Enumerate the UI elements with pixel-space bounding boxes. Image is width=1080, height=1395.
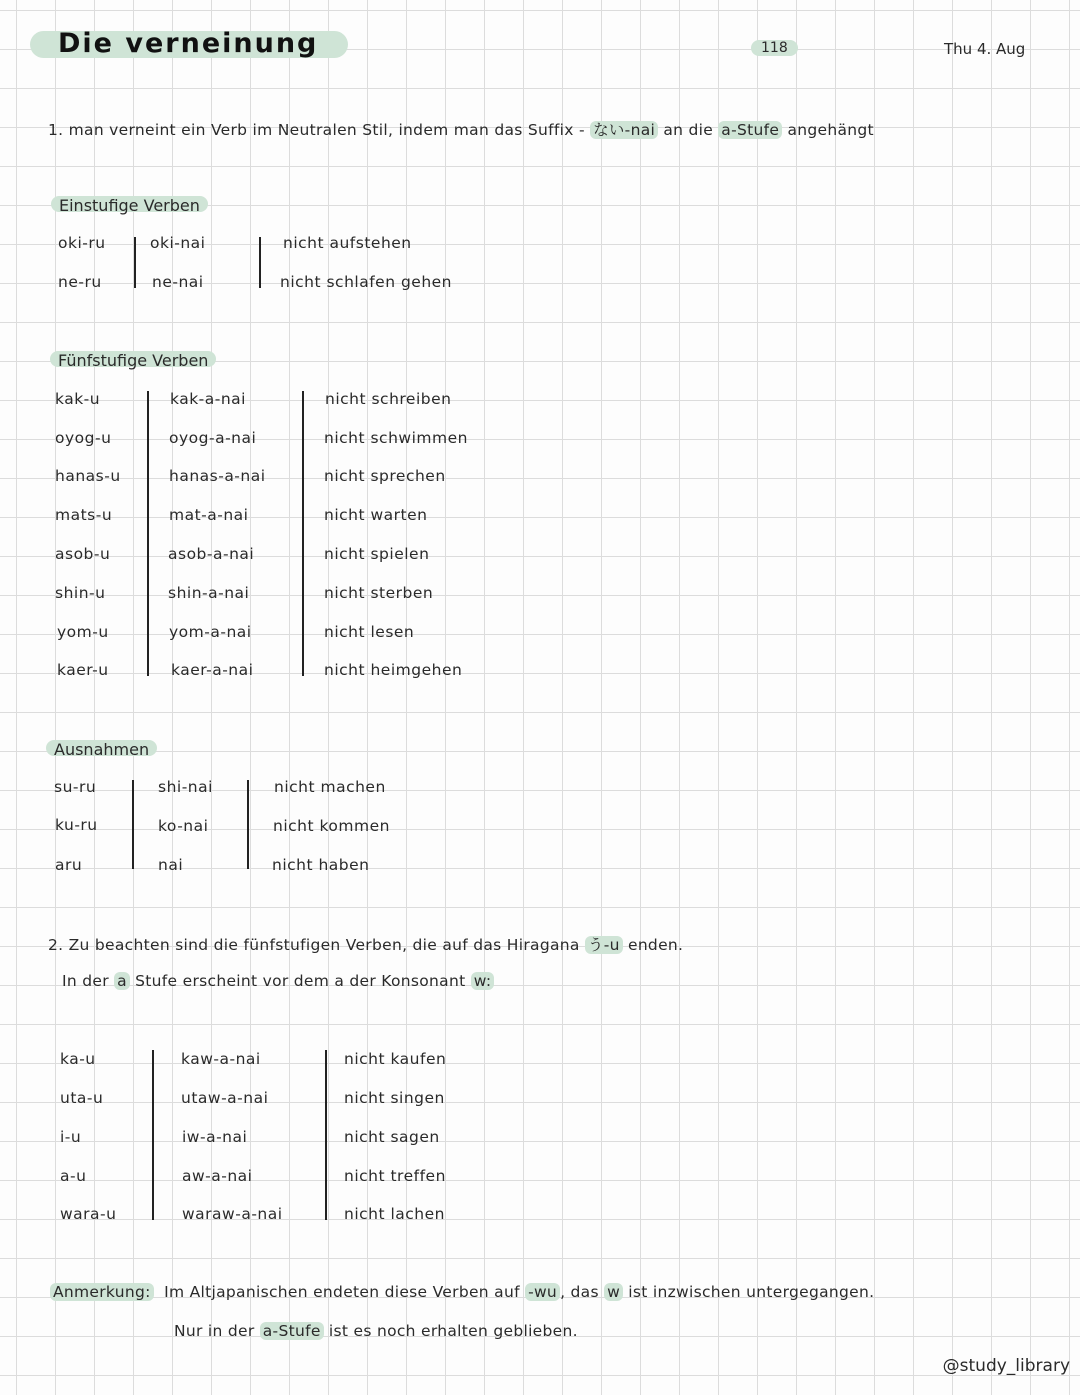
fuenfstufig-meaning: nicht heimgehen [324,661,463,679]
note-text: Im Altjapanischen endeten diese Verben auf [164,1283,526,1301]
einstufig-neg: oki-nai [150,234,206,252]
note-label: Anmerkung: [50,1283,154,1301]
fuenfstufig-neg: asob-a-nai [168,545,255,563]
a-stufe-highlight: a [114,972,130,990]
ausnahmen-base: ku-ru [55,816,98,834]
rule-1-text: an die [658,121,719,139]
w-verb-base: a-u [60,1167,87,1185]
note-text: ist es noch erhalten geblieben. [323,1322,578,1340]
note-text: , das [560,1283,605,1301]
column-divider [259,237,261,288]
fuenfstufig-base: asob-u [55,545,111,563]
stufe-highlight: a-Stufe [718,121,782,139]
einstufig-neg: ne-nai [152,273,204,291]
fuenfstufig-base: kaer-u [57,661,109,679]
column-divider [147,391,149,676]
rule-2-line-1 [48,933,683,955]
ausnahmen-meaning: nicht kommen [273,817,390,835]
note-text: ist inzwischen untergegangen. [623,1283,875,1301]
column-divider [132,780,134,869]
w-verb-neg: aw-a-nai [182,1167,253,1185]
rule-2-line-2 [62,972,494,990]
ausnahmen-neg: shi-nai [158,778,213,796]
fuenfstufig-neg: kak-a-nai [170,390,246,408]
w-verb-meaning: nicht kaufen [344,1050,447,1068]
column-divider [325,1050,327,1220]
section-heading-fuenfstufig: Fünfstufige Verben [50,351,216,367]
fuenfstufig-base: hanas-u [55,467,121,485]
w-verb-neg: kaw-a-nai [181,1050,261,1068]
w-verb-base: wara-u [60,1205,117,1223]
w-verb-base: ka-u [60,1050,96,1068]
w-verb-base: i-u [60,1128,82,1146]
ausnahmen-base: su-ru [54,778,97,796]
w-verb-meaning: nicht singen [344,1089,445,1107]
page-title-banner [30,28,348,59]
fuenfstufig-meaning: nicht schwimmen [324,429,468,447]
ausnahmen-neg: ko-nai [158,817,209,835]
column-divider [134,237,136,288]
ausnahmen-meaning: nicht haben [272,856,370,874]
rule-1 [48,118,874,140]
fuenfstufig-base: yom-u [57,623,109,641]
hiragana-u-highlight: う-u [585,936,623,954]
fuenfstufig-neg: yom-a-nai [169,623,252,641]
einstufig-base: ne-ru [58,273,102,291]
w-verb-meaning: nicht sagen [344,1128,440,1146]
fuenfstufig-meaning: nicht lesen [324,623,415,641]
rule-2-text: 2. Zu beachten sind die fünfstufigen Verben, die auf das Hiragana [48,936,585,954]
fuenfstufig-meaning: nicht schreiben [325,390,452,408]
note-line-1 [50,1283,874,1301]
note-text: Nur in der [174,1322,260,1340]
ausnahmen-base: aru [55,856,83,874]
page-date: Thu 4. Aug [944,40,1026,58]
fuenfstufig-meaning: nicht spielen [324,545,430,563]
fuenfstufig-meaning: nicht warten [324,506,428,524]
w-verb-neg: iw-a-nai [182,1128,248,1146]
wu-highlight: -wu [525,1283,560,1301]
section-heading-ausnahmen: Ausnahmen [46,740,157,756]
column-divider [152,1050,154,1220]
suffix-highlight: ない-nai [590,121,658,139]
fuenfstufig-neg: kaer-a-nai [171,661,254,679]
fuenfstufig-neg: hanas-a-nai [169,467,266,485]
fuenfstufig-base: shin-u [55,584,106,602]
section-heading-einstufig: Einstufige Verben [51,196,208,212]
rule-1-text: 1. man verneint ein Verb im Neutralen Stil, indem man das Suffix - [48,121,591,139]
note-line-2 [174,1322,578,1340]
author-signature: @study_library [942,1356,1070,1376]
fuenfstufig-meaning: nicht sterben [324,584,434,602]
w-verb-meaning: nicht lachen [344,1205,445,1223]
fuenfstufig-meaning: nicht sprechen [324,467,446,485]
einstufig-meaning: nicht schlafen gehen [280,273,453,291]
einstufig-base: oki-ru [58,234,106,252]
rule-2-text: Stufe erscheint vor dem a der Konsonant [129,972,471,990]
ausnahmen-meaning: nicht machen [274,778,386,796]
fuenfstufig-neg: mat-a-nai [169,506,249,524]
fuenfstufig-base: kak-u [55,390,101,408]
w-verb-neg: waraw-a-nai [182,1205,283,1223]
w-verb-base: uta-u [60,1089,104,1107]
einstufig-meaning: nicht aufstehen [283,234,412,252]
w-highlight: w: [471,972,495,990]
column-divider [247,780,249,869]
fuenfstufig-neg: shin-a-nai [168,584,250,602]
w-highlight: w [604,1283,623,1301]
fuenfstufig-neg: oyog-a-nai [169,429,257,447]
a-stufe-highlight: a-Stufe [260,1322,324,1340]
w-verb-meaning: nicht treffen [344,1167,446,1185]
rule-2-text: enden. [622,936,684,954]
w-verb-neg: utaw-a-nai [181,1089,269,1107]
column-divider [302,391,304,676]
rule-1-text: angehängt [782,121,874,139]
page-title: Die verneinung [58,28,319,59]
fuenfstufig-base: oyog-u [55,429,112,447]
rule-2-text: In der [62,972,115,990]
ausnahmen-neg: nai [158,856,184,874]
page-number: 118 [751,40,798,56]
fuenfstufig-base: mats-u [55,506,113,524]
